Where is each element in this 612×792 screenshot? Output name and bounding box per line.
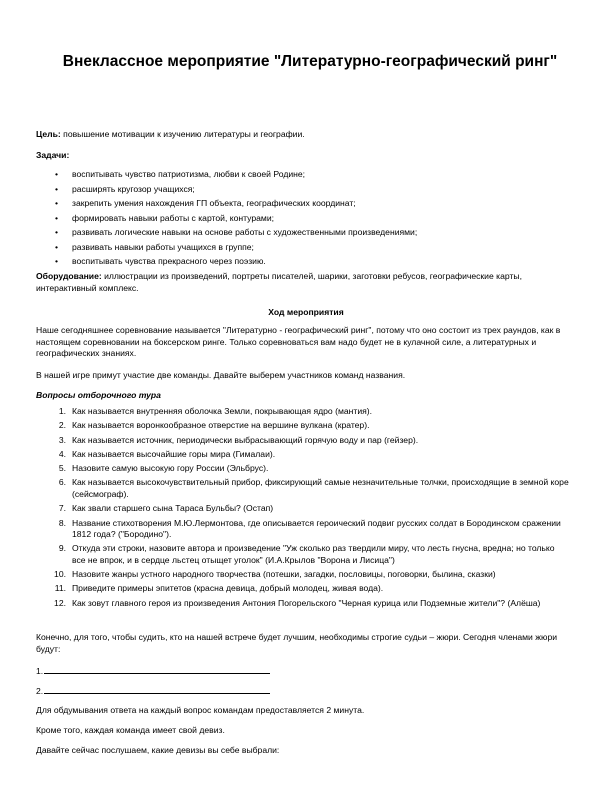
question-text: Назовите самую высокую гору России (Эльбрус). [72, 463, 269, 474]
task-text: воспитывать чувство патриотизма, любви к своей Родине; [72, 169, 306, 179]
bullet-icon: • [55, 256, 59, 266]
jury-line-1 [36, 665, 270, 678]
list-item [54, 198, 574, 213]
blank-line [44, 665, 270, 674]
task-text: развивать навыки работы учащихся в группе; [72, 241, 254, 252]
question-text: Как называется источник, периодически выбрасывающий горячую воду и пар (гейзер). [72, 434, 419, 445]
task-text: развивать логические навыки на основе работы с художественными произведениями; [72, 227, 418, 237]
list-item [50, 449, 570, 461]
list-item [50, 583, 570, 595]
bullet-icon: • [55, 198, 59, 208]
question-number: 8. [58, 517, 66, 528]
jury-line-number: 2. [36, 686, 44, 696]
question-text: Назовите жанры устного народного творчества (потешки, загадки, пословицы, поговорки, былина, сказки) [72, 569, 496, 580]
question-number: 7. [58, 503, 66, 514]
bullet-icon: • [55, 241, 59, 252]
list-item [54, 169, 574, 184]
question-number: 9. [58, 543, 66, 554]
question-text: Приведите примеры эпитетов (красна девица, добрый молодец, живая вода). [72, 583, 384, 594]
bullet-icon: • [55, 227, 59, 237]
list-item [50, 503, 570, 515]
list-item [54, 213, 574, 228]
list-item [50, 518, 570, 541]
tasks-heading [36, 150, 69, 162]
list-item [50, 406, 570, 418]
page-title: Внеклассное мероприятие "Литературно-географический ринг" [62, 53, 558, 70]
question-number: 1. [58, 406, 66, 416]
equipment-label: Оборудование: [36, 271, 102, 281]
teams-paragraph: В нашей игре примут участие две команды. Давайте выберем участников команд названия. [36, 370, 406, 380]
question-number: 2. [58, 420, 66, 431]
question-number: 3. [58, 434, 66, 445]
intro-paragraph: Наше сегодняшнее соревнование называется "Литературно - географический ринг", потому что оно состоит из трех раундов, как в настоящем соревновании на боксерском ринге. Только соревноваться вам надо будет не в кулачной силе, а литературных и географических знаниях. [36, 325, 561, 358]
questions-list [50, 406, 570, 612]
motto-paragraph: Кроме того, каждая команда имеет свой девиз. [36, 725, 225, 735]
questions-heading: Вопросы отборочного тура [36, 390, 161, 400]
question-number: 5. [58, 463, 66, 474]
question-number: 12. [54, 597, 66, 608]
tasks-heading-text: Задачи: [36, 150, 70, 160]
blank-line [44, 685, 270, 694]
question-text: Как называется высокочувствительный прибор, фиксирующий самые незначительные толчки, происходящие в земной коре (сейсмограф). [72, 477, 569, 499]
list-item [54, 256, 574, 271]
list-item [54, 184, 574, 199]
question-text: Как называется высочайшие горы мира (Гималаи). [72, 448, 276, 459]
listen-paragraph: Давайте сейчас послушаем, какие девизы вы себе выбрали: [36, 745, 280, 755]
bullet-icon: • [55, 169, 59, 179]
question-number: 10. [54, 569, 66, 580]
equipment-paragraph [36, 271, 576, 294]
bullet-icon: • [55, 212, 59, 223]
goal-label: Цель: [36, 129, 61, 139]
list-item [50, 598, 570, 610]
list-item [50, 569, 570, 581]
section-heading-progress: Ход мероприятия [268, 307, 344, 317]
time-paragraph: Для обдумывания ответа на каждый вопрос командам предоставляется 2 минута. [36, 705, 365, 715]
question-number: 11. [54, 583, 66, 594]
jury-line-2 [36, 685, 270, 698]
list-item [50, 543, 570, 566]
jury-line-number: 1. [36, 666, 44, 676]
tasks-list [54, 169, 574, 271]
question-text: Как звали старшего сына Тараса Бульбы? (Остап) [72, 503, 274, 514]
task-text: воспитывать чувства прекрасного через поэзию. [72, 256, 266, 266]
list-item [50, 420, 570, 432]
question-text: Название стихотворения М.Ю.Лермонтова, где описывается героический подвиг русских солдат в Бородинском сражении 1812 года? ("Бородино"). [72, 517, 561, 540]
question-number: 4. [58, 448, 66, 459]
list-item [50, 477, 570, 500]
list-item [50, 435, 570, 447]
list-item [54, 227, 574, 242]
question-text: Как называется внутренняя оболочка Земли, покрывающая ядро (мантия). [72, 406, 373, 416]
question-text: Как зовут главного героя из произведения Антония Погорельского "Черная курица или Подземные жители"? (Алёша) [72, 597, 541, 608]
question-text: Как называется воронкообразное отверстие на вершине вулкана (кратер). [72, 420, 370, 431]
task-text: закрепить умения нахождения ГП объекта, географических координат; [72, 198, 356, 208]
list-item [54, 242, 574, 257]
bullet-icon: • [55, 183, 59, 194]
task-text: формировать навыки работы с картой, контурами; [72, 212, 275, 223]
goal-text: повышение мотивации к изучению литературы и географии. [60, 129, 305, 139]
list-item [50, 463, 570, 475]
equipment-text: иллюстрации из произведений, портреты писателей, шарики, заготовки ребусов, географические карты, интерактивный комплекс. [36, 271, 522, 293]
goal-paragraph [36, 129, 576, 141]
jury-paragraph: Конечно, для того, чтобы судить, кто на нашей встрече будет лучшим, необходимы строгие судьи – жюри. Сегодня членами жюри будут: [36, 632, 558, 654]
question-number: 6. [58, 477, 66, 488]
question-text: Откуда эти строки, назовите автора и произведение "Уж сколько раз твердили миру, что лесть гнусна, вредна; но только все не впрок, и в сердце льстец отыщет уголок" (И.А.Крылов "Ворона и Лисица") [72, 543, 555, 565]
task-text: расширять кругозор учащихся; [72, 183, 195, 194]
